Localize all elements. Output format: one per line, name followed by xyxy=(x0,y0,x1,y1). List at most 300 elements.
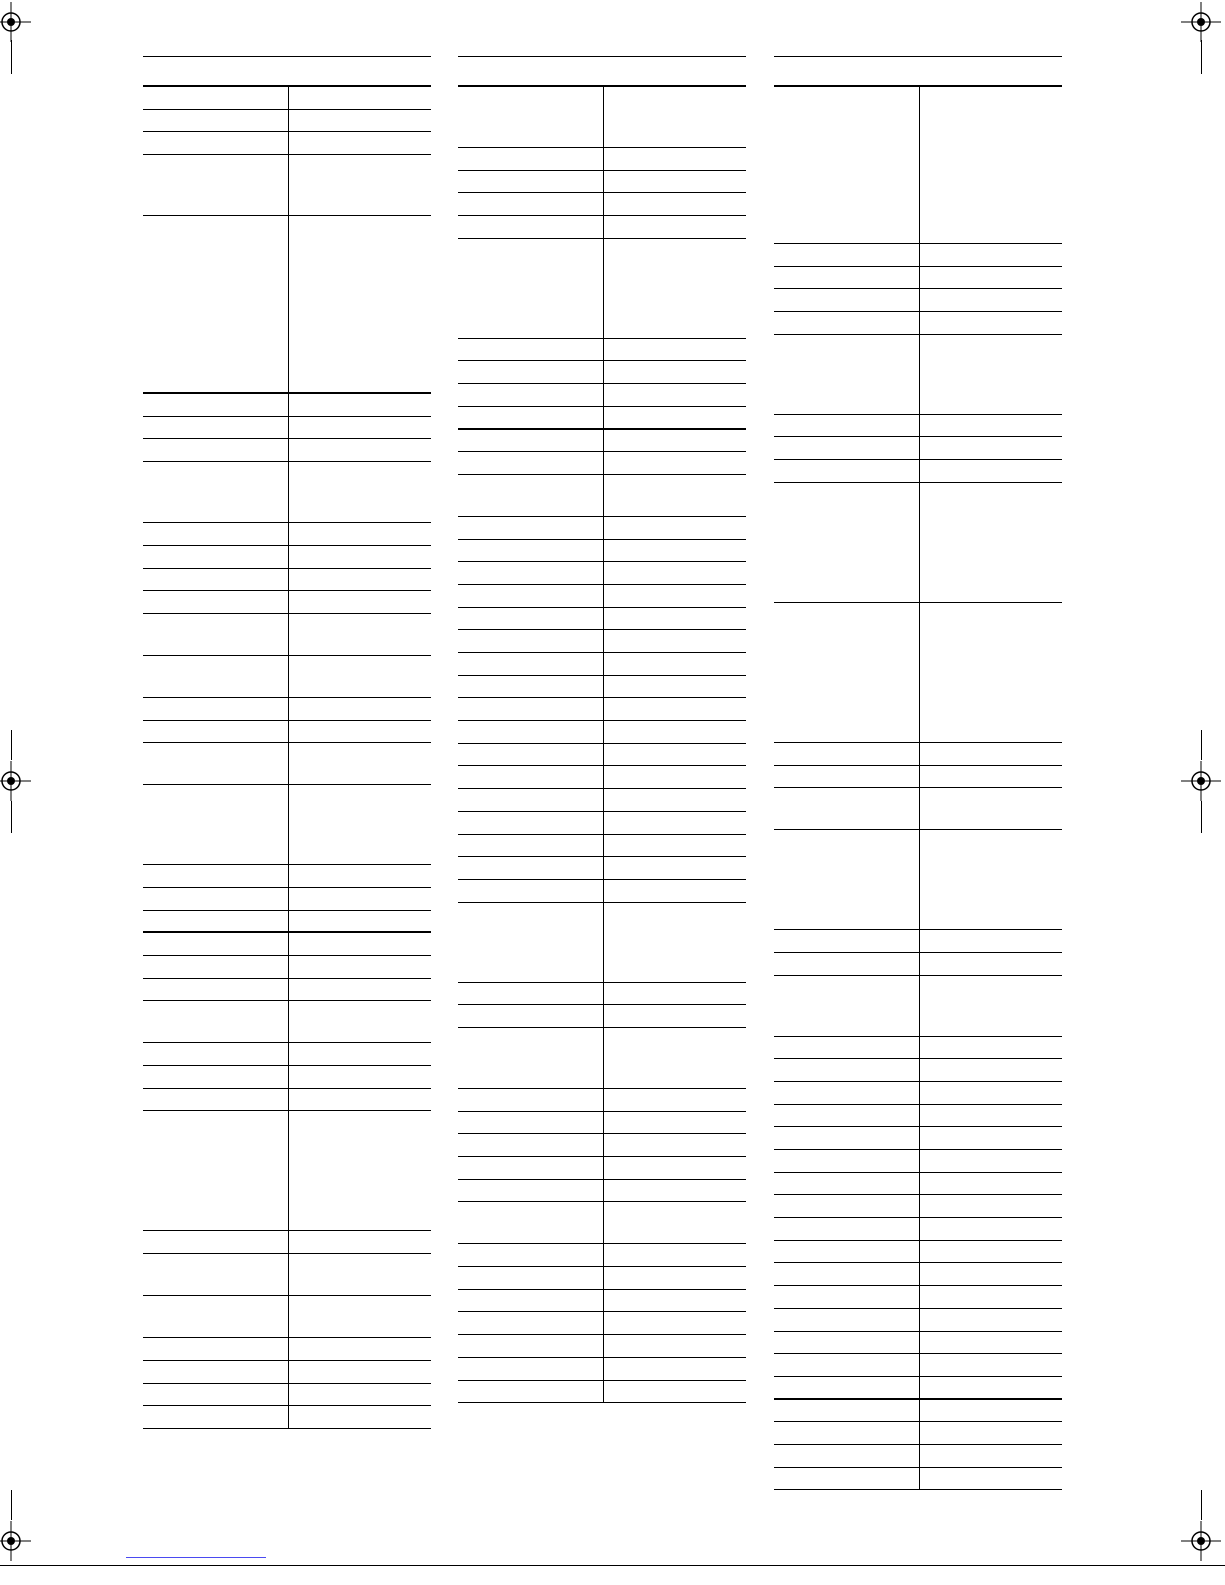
table-row xyxy=(458,1202,746,1244)
brand-cell xyxy=(143,87,289,109)
code-cell xyxy=(289,979,431,1001)
registration-mark-icon xyxy=(0,2,31,42)
code-cell xyxy=(604,1335,746,1357)
table-row xyxy=(774,1127,1062,1150)
brand-cell xyxy=(143,614,289,655)
code-cell xyxy=(289,132,431,154)
brand-cell xyxy=(774,1241,920,1263)
code-cell xyxy=(920,1241,1062,1263)
brand-cell xyxy=(143,785,289,864)
table-row xyxy=(458,1267,746,1290)
code-cell xyxy=(604,384,746,406)
table-row xyxy=(774,1400,1062,1423)
table-row xyxy=(774,483,1062,603)
table-row xyxy=(774,267,1062,290)
brand-cell xyxy=(143,933,289,955)
table-row xyxy=(458,1180,746,1203)
brand-cell xyxy=(143,1043,289,1065)
brand-cell xyxy=(774,603,920,742)
brand-cell xyxy=(458,744,604,766)
brand-cell xyxy=(143,1384,289,1406)
table-row xyxy=(458,475,746,517)
table-row xyxy=(143,911,431,934)
brand-cell xyxy=(458,1157,604,1179)
table-header xyxy=(458,57,746,85)
brand-cell xyxy=(774,437,920,459)
code-cell xyxy=(920,788,1062,829)
code-cell xyxy=(604,1381,746,1403)
table-row xyxy=(458,148,746,171)
brand-cell xyxy=(143,888,289,910)
table-row xyxy=(458,1335,746,1358)
brand-cell xyxy=(774,87,920,243)
table-row xyxy=(458,857,746,880)
brand-cell xyxy=(143,1406,289,1428)
table-row xyxy=(458,630,746,653)
code-cell xyxy=(604,608,746,630)
brand-cell xyxy=(458,562,604,584)
table-row xyxy=(458,407,746,430)
brand-cell xyxy=(458,789,604,811)
brand-cell xyxy=(774,483,920,602)
code-cell xyxy=(920,437,1062,459)
brand-cell xyxy=(143,1231,289,1253)
code-cell xyxy=(920,1445,1062,1467)
code-cell xyxy=(920,1218,1062,1240)
table-row xyxy=(774,1332,1062,1355)
code-cell xyxy=(604,835,746,857)
brand-cell xyxy=(458,1312,604,1334)
table-row xyxy=(458,880,746,903)
brand-cell xyxy=(143,1296,289,1337)
brand-cell xyxy=(774,976,920,1036)
brand-cell xyxy=(143,1254,289,1295)
code-cell xyxy=(289,591,431,613)
brand-cell xyxy=(458,676,604,698)
brand-cell xyxy=(774,1400,920,1422)
table-row xyxy=(143,591,431,614)
brand-cell xyxy=(774,1354,920,1376)
table-row xyxy=(458,1358,746,1381)
brand-cell xyxy=(143,132,289,154)
brand-cell xyxy=(774,1332,920,1354)
brand-cell xyxy=(458,1134,604,1156)
table-row xyxy=(143,1254,431,1296)
code-cell xyxy=(289,933,431,955)
code-cell xyxy=(289,462,431,522)
code-cell xyxy=(604,239,746,338)
code-cell xyxy=(920,1263,1062,1285)
brand-cell xyxy=(774,1445,920,1467)
code-rows xyxy=(774,87,1062,1490)
registration-mark-icon xyxy=(1181,2,1221,42)
code-cell xyxy=(920,1173,1062,1195)
brand-cell xyxy=(143,743,289,784)
table-row xyxy=(774,830,1062,930)
code-cell xyxy=(289,1066,431,1088)
code-cell xyxy=(604,1112,746,1134)
brand-cell xyxy=(458,1112,604,1134)
table-row xyxy=(143,569,431,592)
code-cell xyxy=(920,415,1062,437)
table-row xyxy=(458,1244,746,1267)
code-cell xyxy=(604,1358,746,1380)
table-row xyxy=(143,1338,431,1361)
brand-cell xyxy=(774,1309,920,1331)
code-cell xyxy=(604,1290,746,1312)
table-row xyxy=(774,1037,1062,1060)
table-row xyxy=(143,721,431,744)
table-row xyxy=(143,1089,431,1112)
crop-mark xyxy=(1201,40,1202,74)
code-cell xyxy=(289,1089,431,1111)
brand-cell xyxy=(458,698,604,720)
brand-cell xyxy=(143,569,289,591)
brand-cell xyxy=(774,1377,920,1398)
code-rows xyxy=(458,87,746,1403)
brand-cell xyxy=(458,835,604,857)
table-row xyxy=(143,933,431,956)
crop-mark xyxy=(11,1490,12,1520)
brand-cell xyxy=(458,1202,604,1243)
table-row xyxy=(774,244,1062,267)
code-cell xyxy=(920,1195,1062,1217)
table-row xyxy=(143,614,431,656)
table-row xyxy=(774,1150,1062,1173)
code-cell xyxy=(920,766,1062,788)
table-row xyxy=(143,1043,431,1066)
table-row xyxy=(143,439,431,462)
brand-cell xyxy=(458,766,604,788)
code-table-column-1 xyxy=(143,56,431,1429)
table-row xyxy=(458,339,746,362)
code-cell xyxy=(604,1089,746,1111)
brand-cell xyxy=(774,244,920,266)
brand-cell xyxy=(458,1005,604,1027)
table-row xyxy=(774,976,1062,1037)
brand-cell xyxy=(143,1066,289,1088)
code-cell xyxy=(604,744,746,766)
code-cell xyxy=(604,903,746,982)
code-cell xyxy=(920,460,1062,482)
brand-cell xyxy=(143,721,289,743)
code-cell xyxy=(920,930,1062,952)
code-cell xyxy=(604,430,746,452)
brand-cell xyxy=(458,1180,604,1202)
code-cell xyxy=(289,698,431,720)
code-cell xyxy=(604,148,746,170)
brand-cell xyxy=(458,540,604,562)
code-cell xyxy=(604,676,746,698)
code-cell xyxy=(604,339,746,361)
code-cell xyxy=(289,1338,431,1360)
table-row xyxy=(458,721,746,744)
code-cell xyxy=(604,983,746,1005)
table-row xyxy=(458,983,746,1006)
code-cell xyxy=(604,721,746,743)
code-cell xyxy=(289,614,431,655)
code-cell xyxy=(604,1134,746,1156)
code-cell xyxy=(289,546,431,568)
code-cell xyxy=(604,1005,746,1027)
table-row xyxy=(143,546,431,569)
brand-cell xyxy=(458,430,604,452)
code-cell xyxy=(604,1244,746,1266)
brand-cell xyxy=(458,193,604,215)
code-cell xyxy=(920,953,1062,975)
brand-cell xyxy=(774,1468,920,1490)
table-row xyxy=(458,517,746,540)
brand-cell xyxy=(774,1105,920,1127)
code-cell xyxy=(920,1105,1062,1127)
code-cell xyxy=(604,630,746,652)
code-table-column-3 xyxy=(774,56,1062,1490)
table-row xyxy=(774,1218,1062,1241)
table-header xyxy=(143,57,431,85)
registration-mark-icon xyxy=(0,1521,31,1561)
brand-cell xyxy=(774,1127,920,1149)
code-cell xyxy=(604,562,746,584)
code-cell xyxy=(289,110,431,132)
table-row xyxy=(774,1263,1062,1286)
table-row xyxy=(143,979,431,1002)
code-cell xyxy=(920,312,1062,334)
brand-cell xyxy=(143,1001,289,1042)
brand-cell xyxy=(458,452,604,474)
table-row xyxy=(458,744,746,767)
table-row xyxy=(458,171,746,194)
table-row xyxy=(458,87,746,148)
brand-cell xyxy=(774,460,920,482)
table-row xyxy=(774,460,1062,483)
code-cell xyxy=(920,1082,1062,1104)
code-cell xyxy=(289,865,431,887)
brand-cell xyxy=(458,630,604,652)
table-row xyxy=(774,437,1062,460)
table-row xyxy=(774,1309,1062,1332)
table-row xyxy=(458,1157,746,1180)
table-row xyxy=(143,110,431,133)
code-cell xyxy=(289,743,431,784)
table-row xyxy=(143,698,431,721)
table-row xyxy=(458,608,746,631)
brand-cell xyxy=(143,462,289,522)
code-cell xyxy=(289,888,431,910)
table-row xyxy=(143,132,431,155)
table-row xyxy=(774,1059,1062,1082)
table-row xyxy=(458,1089,746,1112)
table-row xyxy=(458,585,746,608)
brand-cell xyxy=(458,407,604,428)
code-cell xyxy=(604,585,746,607)
table-row xyxy=(143,1001,431,1043)
brand-cell xyxy=(143,1361,289,1383)
crop-mark xyxy=(1201,730,1202,760)
code-cell xyxy=(920,1354,1062,1376)
code-cell xyxy=(289,216,431,392)
table-row xyxy=(143,785,431,865)
code-cell xyxy=(604,87,746,147)
code-cell xyxy=(604,216,746,238)
code-cell xyxy=(289,956,431,978)
code-cell xyxy=(289,394,431,416)
table-row xyxy=(458,384,746,407)
brand-cell xyxy=(458,148,604,170)
code-cell xyxy=(289,87,431,109)
brand-cell xyxy=(774,1059,920,1081)
registration-mark-icon xyxy=(0,761,31,801)
table-row xyxy=(774,1422,1062,1445)
code-cell xyxy=(920,1127,1062,1149)
table-row xyxy=(458,903,746,983)
code-cell xyxy=(920,830,1062,929)
table-row xyxy=(458,835,746,858)
brand-cell xyxy=(458,216,604,238)
table-row xyxy=(143,394,431,417)
crop-mark xyxy=(1201,1490,1202,1520)
code-cell xyxy=(920,1059,1062,1081)
code-cell xyxy=(920,87,1062,243)
brand-cell xyxy=(458,812,604,834)
code-cell xyxy=(289,1231,431,1253)
code-cell xyxy=(289,523,431,545)
table-row xyxy=(458,430,746,453)
code-cell xyxy=(289,1254,431,1295)
code-cell xyxy=(604,1202,746,1243)
brand-cell xyxy=(143,656,289,697)
brand-cell xyxy=(458,361,604,383)
brand-cell xyxy=(458,857,604,879)
table-row xyxy=(774,87,1062,244)
brand-cell xyxy=(774,1082,920,1104)
brand-cell xyxy=(458,1267,604,1289)
table-row xyxy=(774,1354,1062,1377)
code-cell xyxy=(920,244,1062,266)
table-row xyxy=(143,1296,431,1338)
code-cell xyxy=(920,1309,1062,1331)
code-rows xyxy=(143,87,431,1429)
table-row xyxy=(458,562,746,585)
table-row xyxy=(774,1377,1062,1400)
table-row xyxy=(774,335,1062,415)
table-row xyxy=(143,417,431,440)
table-row xyxy=(458,676,746,699)
table-row xyxy=(774,766,1062,789)
brand-cell xyxy=(143,439,289,461)
brand-cell xyxy=(774,267,920,289)
brand-cell xyxy=(143,911,289,932)
table-row xyxy=(143,523,431,546)
table-row xyxy=(458,1312,746,1335)
brand-cell xyxy=(458,1244,604,1266)
table-row xyxy=(143,1111,431,1231)
brand-cell xyxy=(774,415,920,437)
brand-cell xyxy=(774,335,920,414)
table-row xyxy=(143,1066,431,1089)
code-cell xyxy=(920,483,1062,602)
table-row xyxy=(774,930,1062,953)
code-cell xyxy=(289,785,431,864)
table-row xyxy=(143,888,431,911)
table-row xyxy=(143,1384,431,1407)
code-cell xyxy=(604,517,746,539)
code-cell xyxy=(604,698,746,720)
table-header xyxy=(774,57,1062,85)
code-cell xyxy=(604,789,746,811)
brand-cell xyxy=(458,1028,604,1088)
table-row xyxy=(143,743,431,785)
code-cell xyxy=(920,1037,1062,1059)
table-row xyxy=(143,865,431,888)
table-row xyxy=(458,452,746,475)
table-row xyxy=(774,1445,1062,1468)
code-cell xyxy=(604,1267,746,1289)
table-row xyxy=(458,1112,746,1135)
brand-cell xyxy=(143,110,289,132)
table-row xyxy=(143,1231,431,1254)
table-row xyxy=(774,1241,1062,1264)
brand-cell xyxy=(458,517,604,539)
code-cell xyxy=(920,1150,1062,1172)
brand-cell xyxy=(774,1218,920,1240)
brand-cell xyxy=(458,1381,604,1403)
trim-line xyxy=(0,1565,1225,1566)
brand-cell xyxy=(774,953,920,975)
code-cell xyxy=(920,289,1062,311)
table-row xyxy=(774,788,1062,830)
code-cell xyxy=(920,335,1062,414)
code-cell xyxy=(604,1180,746,1202)
table-row xyxy=(774,1082,1062,1105)
table-row xyxy=(458,193,746,216)
table-row xyxy=(458,789,746,812)
brand-cell xyxy=(774,1195,920,1217)
brand-cell xyxy=(458,1089,604,1111)
code-cell xyxy=(289,417,431,439)
crop-mark xyxy=(11,730,12,760)
table-row xyxy=(458,1290,746,1313)
code-cell xyxy=(604,857,746,879)
code-cell xyxy=(920,976,1062,1036)
code-cell xyxy=(289,1406,431,1428)
brand-cell xyxy=(774,1173,920,1195)
table-row xyxy=(143,656,431,698)
brand-cell xyxy=(774,1263,920,1285)
code-cell xyxy=(920,1332,1062,1354)
code-cell xyxy=(920,603,1062,742)
table-row xyxy=(774,1173,1062,1196)
table-row xyxy=(143,216,431,394)
brand-cell xyxy=(458,585,604,607)
table-row xyxy=(774,1195,1062,1218)
table-row xyxy=(458,361,746,384)
table-row xyxy=(458,766,746,789)
table-row xyxy=(458,653,746,676)
code-cell xyxy=(289,1384,431,1406)
brand-cell xyxy=(143,523,289,545)
code-cell xyxy=(604,880,746,902)
table-row xyxy=(458,812,746,835)
table-row xyxy=(458,1381,746,1404)
code-cell xyxy=(604,540,746,562)
code-cell xyxy=(604,407,746,428)
code-cell xyxy=(289,721,431,743)
registration-mark-icon xyxy=(1181,761,1221,801)
table-row xyxy=(774,1286,1062,1309)
brand-cell xyxy=(143,865,289,887)
brand-cell xyxy=(143,979,289,1001)
code-cell xyxy=(920,1286,1062,1308)
